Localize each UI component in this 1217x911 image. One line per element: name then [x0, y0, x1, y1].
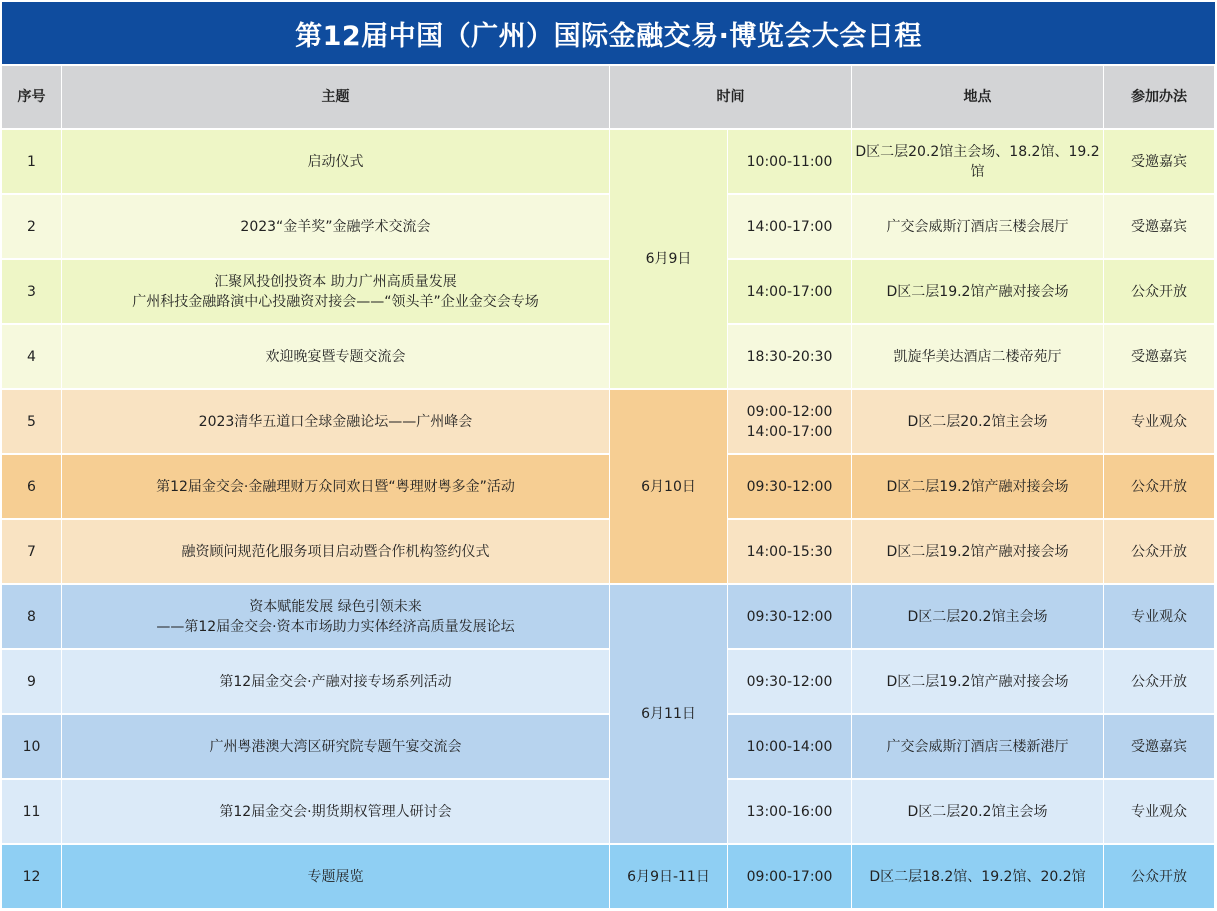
row-index: 2	[2, 195, 62, 260]
row-topic-line: 第12届金交会·期货期权管理人研讨会	[219, 803, 452, 820]
table-row	[2, 325, 1215, 390]
row-time: 14:00-17:00	[728, 260, 852, 325]
header-index: 序号	[2, 66, 62, 130]
row-venue: D区二层18.2馆、19.2馆、20.2馆	[852, 845, 1104, 910]
row-topic-line: 2023清华五道口全球金融论坛——广州峰会	[198, 413, 473, 430]
row-access: 公众开放	[1104, 260, 1215, 325]
row-venue: D区二层19.2馆产融对接会场	[852, 520, 1104, 585]
row-topic	[62, 130, 610, 195]
row-time-line: 09:00-12:00	[746, 403, 833, 420]
header-time: 时间	[610, 66, 852, 130]
header-venue: 地点	[852, 66, 1104, 130]
row-access: 公众开放	[1104, 455, 1215, 520]
row-time	[728, 390, 852, 455]
table-header-row	[2, 66, 1215, 130]
row-access: 公众开放	[1104, 650, 1215, 715]
row-topic	[62, 585, 610, 650]
row-time: 18:30-20:30	[728, 325, 852, 390]
row-time: 09:30-12:00	[728, 585, 852, 650]
row-topic-line: 广州粤港澳大湾区研究院专题午宴交流会	[209, 738, 462, 755]
table-row	[2, 455, 1215, 520]
page-title: 第12届中国（广州）国际金融交易·博览会大会日程	[2, 2, 1215, 64]
row-time: 14:00-17:00	[728, 195, 852, 260]
row-time: 10:00-11:00	[728, 130, 852, 195]
row-access: 公众开放	[1104, 845, 1215, 910]
table-row	[2, 130, 1215, 195]
row-index: 12	[2, 845, 62, 910]
row-access: 公众开放	[1104, 520, 1215, 585]
row-time: 14:00-15:30	[728, 520, 852, 585]
row-topic	[62, 325, 610, 390]
row-topic-line: 专题展览	[307, 868, 364, 885]
row-venue: D区二层19.2馆产融对接会场	[852, 650, 1104, 715]
row-topic-line: 资本赋能发展 绿色引领未来	[249, 598, 422, 615]
row-access: 受邀嘉宾	[1104, 130, 1215, 195]
date-cell-jun-9-11: 6月9日-11日	[610, 845, 728, 910]
row-topic	[62, 845, 610, 910]
row-time: 09:30-12:00	[728, 455, 852, 520]
table-row	[2, 585, 1215, 650]
row-venue: 凯旋华美达酒店二楼帝苑厅	[852, 325, 1104, 390]
row-topic	[62, 650, 610, 715]
row-topic	[62, 455, 610, 520]
row-access: 受邀嘉宾	[1104, 195, 1215, 260]
row-topic	[62, 195, 610, 260]
row-topic-line: ——第12届金交会·资本市场助力实体经济高质量发展论坛	[156, 618, 515, 635]
row-access: 受邀嘉宾	[1104, 715, 1215, 780]
row-topic	[62, 390, 610, 455]
row-venue: D区二层20.2馆主会场、18.2馆、19.2馆	[852, 130, 1104, 195]
row-topic-line: 欢迎晚宴暨专题交流会	[265, 348, 406, 365]
header-topic: 主题	[62, 66, 610, 130]
row-venue: 广交会威斯汀酒店三楼会展厅	[852, 195, 1104, 260]
row-topic-line: 第12届金交会·产融对接专场系列活动	[219, 673, 452, 690]
row-access: 专业观众	[1104, 780, 1215, 845]
row-topic-line: 汇聚风投创投资本 助力广州高质量发展	[214, 273, 457, 290]
row-index: 7	[2, 520, 62, 585]
table-row	[2, 520, 1215, 585]
row-topic-line: 广州科技金融路演中心投融资对接会——“领头羊”企业金交会专场	[132, 293, 539, 310]
table-row	[2, 715, 1215, 780]
row-time: 09:00-17:00	[728, 845, 852, 910]
row-venue: D区二层19.2馆产融对接会场	[852, 260, 1104, 325]
table-row	[2, 845, 1215, 910]
row-access: 专业观众	[1104, 390, 1215, 455]
row-topic	[62, 520, 610, 585]
row-topic-line: 第12届金交会·金融理财万众同欢日暨“粤理财粤多金”活动	[156, 478, 515, 495]
row-venue: 广交会威斯汀酒店三楼新港厅	[852, 715, 1104, 780]
header-access: 参加办法	[1104, 66, 1215, 130]
row-topic-line: 启动仪式	[307, 153, 364, 170]
row-access: 专业观众	[1104, 585, 1215, 650]
row-venue: D区二层20.2馆主会场	[852, 780, 1104, 845]
row-time: 10:00-14:00	[728, 715, 852, 780]
row-venue: D区二层20.2馆主会场	[852, 390, 1104, 455]
row-index: 11	[2, 780, 62, 845]
row-topic-line: 融资顾问规范化服务项目启动暨合作机构签约仪式	[181, 543, 490, 560]
row-index: 10	[2, 715, 62, 780]
row-index: 8	[2, 585, 62, 650]
date-cell-jun-10: 6月10日	[610, 390, 728, 585]
row-time: 09:30-12:00	[728, 650, 852, 715]
row-index: 5	[2, 390, 62, 455]
row-index: 4	[2, 325, 62, 390]
date-cell-jun-11: 6月11日	[610, 585, 728, 845]
row-index: 6	[2, 455, 62, 520]
row-topic	[62, 260, 610, 325]
row-time-line: 14:00-17:00	[746, 423, 833, 440]
date-cell-jun-9: 6月9日	[610, 130, 728, 390]
row-index: 3	[2, 260, 62, 325]
row-time: 13:00-16:00	[728, 780, 852, 845]
row-venue: D区二层20.2馆主会场	[852, 585, 1104, 650]
table-row	[2, 195, 1215, 260]
row-index: 9	[2, 650, 62, 715]
row-topic-line: 2023“金羊奖”金融学术交流会	[240, 218, 431, 235]
row-access: 受邀嘉宾	[1104, 325, 1215, 390]
row-venue: D区二层19.2馆产融对接会场	[852, 455, 1104, 520]
table-row	[2, 780, 1215, 845]
row-index: 1	[2, 130, 62, 195]
table-row	[2, 390, 1215, 455]
schedule-table	[2, 66, 1215, 910]
row-topic	[62, 780, 610, 845]
table-row	[2, 260, 1215, 325]
table-row	[2, 650, 1215, 715]
row-topic	[62, 715, 610, 780]
